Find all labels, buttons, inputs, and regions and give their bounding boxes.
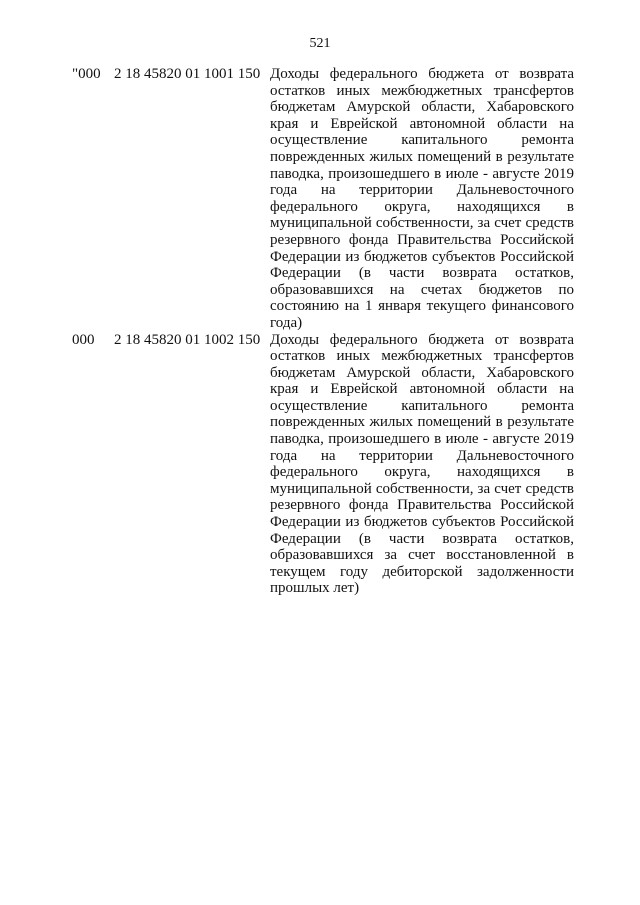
income-description: Доходы федерального бюджета от возврата остатков иных межбюджетных трансфертов бюджетам Амурской области, Хабаровского края и Еврейской автономной области на осуществление капитального ремонта поврежденных жилых помещений в результате паводка, произошедшего в июле - августе 2019 года на территории Дальневосточного федерального округа, находящихся в муниципальной собственности, за счет средств резервного фонда Правительства Российской Федерации из бюджетов субъектов Российской Федерации (в части возврата остатков, образовавшихся за счет восстановленной в текущем году дебиторской задолженности прошлых лет)	[270, 331, 574, 597]
income-description: Доходы федерального бюджета от возврата остатков иных межбюджетных трансфертов бюджетам Амурской области, Хабаровского края и Еврейской автономной области на осуществление капитального ремонта поврежденных жилых помещений в результате паводка, произошедшего в июле - августе 2019 года на территории Дальневосточного федерального округа, находящихся в муниципальной собственности, за счет средств резервного фонда Правительства Российской Федерации из бюджетов субъектов Российской Федерации (в части возврата остатков, образовавшихся на счетах бюджетов по состоянию на 1 января текущего финансового года)	[270, 66, 574, 331]
table-row	[72, 332, 584, 598]
budget-classification-code: 2 18 45820 01 1001 150	[114, 66, 261, 82]
budget-code-table	[72, 66, 584, 597]
budget-classification-code: 2 18 45820 01 1002 150	[114, 331, 261, 348]
table-row	[72, 66, 584, 332]
administrator-code: 000	[72, 331, 95, 348]
page-number: 521	[309, 36, 331, 51]
administrator-code: "000	[72, 66, 101, 82]
